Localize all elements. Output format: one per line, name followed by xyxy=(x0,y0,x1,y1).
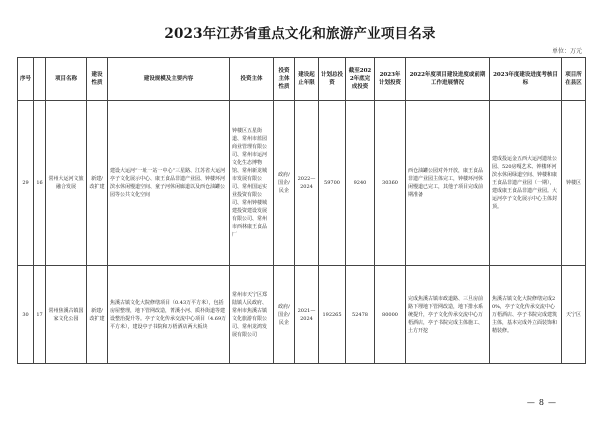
header-cell: 建设起止年限 xyxy=(295,58,319,101)
page-number-value: 8 xyxy=(538,398,544,407)
table-row xyxy=(18,101,586,266)
cell-investor: 钟楼区五星街道、常州市蓝园商业管理有限公司、常州市运河文化生态博物馆、常州新龙城市发展有限公司、常州国运实业投资有限公司、常州钟楼城建投资建设发展有限公司、常州市西林康王食品厂 xyxy=(230,101,274,266)
header-cell xyxy=(34,58,46,101)
cell-seq: 29 xyxy=(18,101,34,266)
project-table xyxy=(17,57,586,364)
unit-label: 单位：万元 xyxy=(551,48,582,55)
cell-target-2023: 焦溪古镇文化大院修缮完成20%，亭子文化传承交流中心万梧酒店、亭子书院完成建筑主体，基本完成外立面装饰和精装修。 xyxy=(490,266,562,364)
cell-name: 常州焦溪古镇国家文化公园 xyxy=(46,266,87,364)
header-cell: 投资主体性质 xyxy=(274,58,295,101)
header-cell: 序号 xyxy=(18,58,34,101)
cell-investor-type: 政府/国企/民企 xyxy=(274,266,295,364)
cell-district: 天宁区 xyxy=(562,266,586,364)
header-cell: 2022年度项目建设进度或前期工作进展情况 xyxy=(406,58,490,101)
cell-target-2023: 建成投运金五西大运河遗址公园、520房嘎艺术、钟楼环河滨水休闲绿道空间、钟楼和康王食品非遗产业园（一期），建成康王食品非遗产业园。大运河亭子文化展示中心主体封顶。 xyxy=(490,101,562,266)
header-cell: 建设性质 xyxy=(87,58,108,101)
header-cell: 计划总投资 xyxy=(319,58,346,101)
header-cell: 项目所在县区 xyxy=(562,58,586,101)
cell-investor-type: 政府/国企/民企 xyxy=(274,101,295,266)
header-cell: 截至2022年底完成投资 xyxy=(346,58,375,101)
cell-done-2022: 52478 xyxy=(346,266,375,364)
cell-nature: 新建/改扩建 xyxy=(87,101,108,266)
header-cell: 2023年度建设进度考核目标 xyxy=(490,58,562,101)
cell-total: 59700 xyxy=(319,101,346,266)
cell-progress-2022: 完成焦溪古镇市政道路、三旦房前路下埋地下管网改造，地下排水系统提升，亭子文化传承交流中心万梧酒店，亭子书院完成主体施工、土方开挖 xyxy=(406,266,490,364)
cell-district: 钟楼区 xyxy=(562,101,586,266)
cell-plan-2023: 80000 xyxy=(375,266,406,364)
cell-name: 常州大运河文旅融合发展 xyxy=(46,101,87,266)
cell-period: 2022—2024 xyxy=(295,101,319,266)
header-cell: 投资主体 xyxy=(230,58,274,101)
cell-sub: 17 xyxy=(34,266,46,364)
page-number-dash: — xyxy=(526,398,535,407)
cell-sub: 16 xyxy=(34,101,46,266)
cell-plan-2023: 30360 xyxy=(375,101,406,266)
header-cell: 2023年计划投资 xyxy=(375,58,406,101)
cell-total: 192265 xyxy=(319,266,346,364)
cell-done-2022: 9240 xyxy=(346,101,375,266)
cell-scope: 焦溪古镇文化大院修缮项目（0.43万平方米），包括房屋整理，地下管网改造，菁溪小河、质朴街道等建设整治提升等。亭子文化传承交流中心项目（4.69万平方米），建设亭子书院和万梧酒店两大板块 xyxy=(108,266,230,364)
header-cell: 项目名称 xyxy=(46,58,87,101)
cell-scope: 建设大运河“一址一站一中心”三星路、江苏省大运河亭子文化展示中心、康王食品非遗产业园、钟楼环河滨水休闲慢道空间、童子河休闲廊道以及西仓油罐公园等公共文化空间 xyxy=(108,101,230,266)
cell-progress-2022: 西仓油罐公园对外开放，康王食品非遗产业园主体完工，钟楼环河休闲慢道已完工，其他子项目完成前期准备 xyxy=(406,101,490,266)
cell-period: 2021—2024 xyxy=(295,266,319,364)
header-row xyxy=(18,58,586,101)
cell-nature: 新建/改扩建 xyxy=(87,266,108,364)
cell-investor: 常州市天宁区郑陆镇人民政府、常州市焦溪古镇文化旅游有限公司、常州龙鸿发展有限公司 xyxy=(230,266,274,364)
table-row xyxy=(18,266,586,364)
cell-seq: 30 xyxy=(18,266,34,364)
page-number xyxy=(523,398,560,407)
page-number-dash: — xyxy=(548,398,556,407)
header-cell: 建设规模及主要内容 xyxy=(108,58,230,101)
page-title: 2023年江苏省重点文化和旅游产业项目名录 xyxy=(164,26,436,42)
